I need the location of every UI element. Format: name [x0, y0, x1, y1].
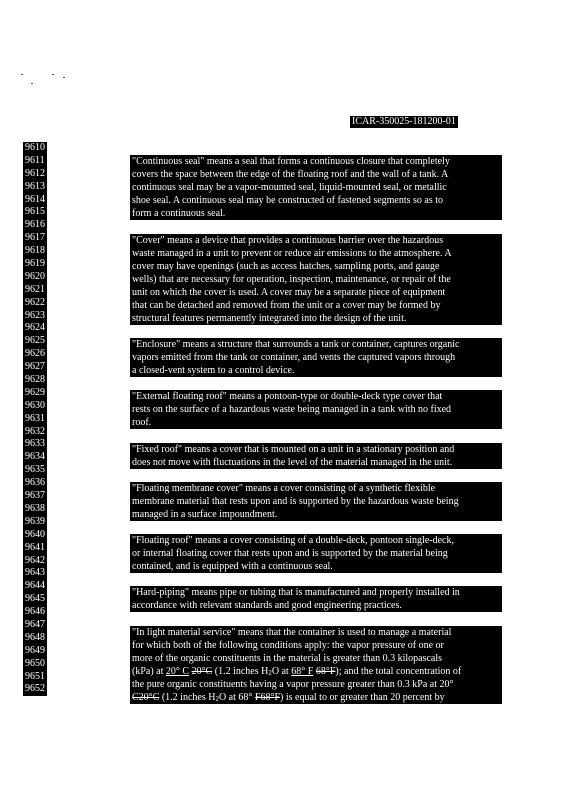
text-line: "Enclosure" means a structure that surrounds a tank or container, captures organic: [130, 338, 502, 351]
text-line: vapors emitted from the tank or container, and vents the captured vapors through: [130, 351, 502, 364]
line-number: 9634: [25, 451, 45, 463]
scan-speck: [52, 74, 54, 75]
definition-paragraph: [130, 338, 502, 377]
text-line: the pure organic constituents having a vapor pressure greater than 0.3 kPa at 20°: [130, 678, 502, 691]
deleted-text: 20°C: [191, 666, 213, 677]
scan-speck: [21, 74, 23, 75]
line-number: 9649: [25, 644, 45, 656]
deleted-text: F68°F: [254, 692, 281, 703]
text-line: managed in a surface impoundment.: [130, 508, 502, 521]
deleted-text: C20°C: [132, 692, 160, 703]
definition-paragraph: [130, 155, 502, 220]
line-number: 9645: [25, 593, 45, 605]
line-number: 9633: [25, 438, 45, 450]
line-number: 9615: [25, 206, 45, 218]
text-line: for which both of the following conditions apply: the vapor pressure of one or: [130, 639, 502, 652]
line-number: 9647: [25, 618, 45, 630]
text-line: more of the organic constituents in the material is greater than 0.3 kilopascals: [130, 652, 502, 665]
deleted-text: 68°F: [315, 666, 336, 677]
line-number: 9644: [25, 580, 45, 592]
line-number: 9637: [25, 490, 45, 502]
text-line: does not move with fluctuations in the level of the material managed in the unit.: [130, 456, 502, 469]
line-number: 9630: [25, 399, 45, 411]
text-line: "In light material service" means that the container is used to manage a material: [130, 626, 502, 639]
line-number: 9619: [25, 258, 45, 270]
text-line: structural features permanently integrated into the design of the unit.: [130, 312, 502, 325]
scan-speck: [63, 77, 65, 78]
text-line: roof.: [130, 416, 502, 429]
line-number: 9611: [25, 154, 45, 166]
line-number: 9625: [25, 335, 45, 347]
text-line: form a continuous seal.: [130, 207, 502, 220]
text-line: "Floating membrane cover" means a cover consisting of a synthetic flexible: [130, 482, 502, 495]
line-number: 9631: [25, 412, 45, 424]
text-line: (kPa) at 20° C 20°C (1.2 inches $H_2O$ at 68° F 68°F); and the total concentration of: [130, 665, 502, 678]
text-line: covers the space between the edge of the floating roof and the wall of a tank. A: [130, 168, 502, 181]
text-line: or internal floating cover that rests upon and is supported by the material being: [130, 547, 502, 560]
line-number: 9635: [25, 464, 45, 476]
line-number: 9646: [25, 606, 45, 618]
line-number: 9643: [25, 567, 45, 579]
line-number: 9610: [25, 142, 45, 153]
line-number: 9632: [25, 425, 45, 437]
text-line: wells) that are necessary for operation, inspection, maintenance, or repair of the: [130, 273, 502, 286]
line-number: 9640: [25, 528, 45, 540]
definition-in-light-material-service: [130, 626, 502, 704]
line-number: 9623: [25, 309, 45, 321]
document-id-header: ICAR-350025-181200-01: [352, 116, 456, 127]
line-number: 9629: [25, 386, 45, 398]
text-line: membrane material that rests upon and is supported by the hazardous waste being: [130, 495, 502, 508]
text-line: rests on the surface of a hazardous waste being managed in a tank with no fixed: [130, 403, 502, 416]
text-line: shoe seal. A continuous seal may be constructed of fastened segments so as to: [130, 194, 502, 207]
text-line: that can be detached and removed from the unit or a cover may be formed by: [130, 299, 502, 312]
line-number: 9614: [25, 193, 45, 205]
text-line: accordance with relevant standards and good engineering practices.: [130, 599, 502, 612]
line-number: 9641: [25, 541, 45, 553]
line-number: 9620: [25, 270, 45, 282]
text-line: a closed-vent system to a control device.: [130, 364, 502, 377]
line-number: 9639: [25, 515, 45, 527]
line-number-gutter: [23, 142, 47, 696]
definition-paragraph: [130, 390, 502, 429]
text-line: unit on which the cover is used. A cover may be a separate piece of equipment: [130, 286, 502, 299]
text-line: C20°C (1.2 inches $H_2O$ at 68° F68°F) is equal to or greater than 20 percent by: [130, 691, 502, 704]
definition-paragraph: [130, 586, 502, 612]
line-number: 9638: [25, 502, 45, 514]
line-number: 9626: [25, 348, 45, 360]
line-number: 9636: [25, 477, 45, 489]
definition-paragraph: [130, 443, 502, 469]
definition-paragraph: [130, 234, 502, 325]
inserted-text: 68° F: [291, 666, 314, 677]
text-line: waste managed in a unit to prevent or reduce air emissions to the atmosphere. A: [130, 247, 502, 260]
text-line: "Cover" means a device that provides a continuous barrier over the hazardous: [130, 234, 502, 247]
line-number: 9627: [25, 361, 45, 373]
text-line: "External floating roof" means a pontoon-type or double-deck type cover that: [130, 390, 502, 403]
line-number: 9650: [25, 657, 45, 669]
line-number: 9628: [25, 374, 45, 386]
text-line: contained, and is equipped with a continuous seal.: [130, 560, 502, 573]
line-number: 9622: [25, 296, 45, 308]
definition-paragraph: [130, 482, 502, 521]
line-number: 9642: [25, 554, 45, 566]
text-line: continuous seal may be a vapor-mounted seal, liquid-mounted seal, or metallic: [130, 181, 502, 194]
text-line: "Floating roof" means a cover consisting of a double-deck, pontoon single-deck,: [130, 534, 502, 547]
text-line: "Continuous seal" means a seal that forms a continuous closure that completely: [130, 155, 502, 168]
definition-paragraph: [130, 534, 502, 573]
line-number: 9616: [25, 219, 45, 231]
line-number: 9618: [25, 245, 45, 257]
scan-speck: [31, 83, 33, 84]
line-number: 9624: [25, 322, 45, 334]
text-line: "Fixed roof" means a cover that is mounted on a unit in a stationary position and: [130, 443, 502, 456]
line-number: 9648: [25, 631, 45, 643]
text-line: cover may have openings (such as access hatches, sampling ports, and gauge: [130, 260, 502, 273]
line-number: 9652: [25, 683, 45, 695]
line-number: 9613: [25, 180, 45, 192]
text-line: "Hard-piping" means pipe or tubing that is manufactured and properly installed in: [130, 586, 502, 599]
line-number: 9621: [25, 283, 45, 295]
line-number: 9651: [25, 670, 45, 682]
line-number: 9612: [25, 167, 45, 179]
inserted-text: 20° C: [165, 666, 190, 677]
line-number: 9617: [25, 232, 45, 244]
